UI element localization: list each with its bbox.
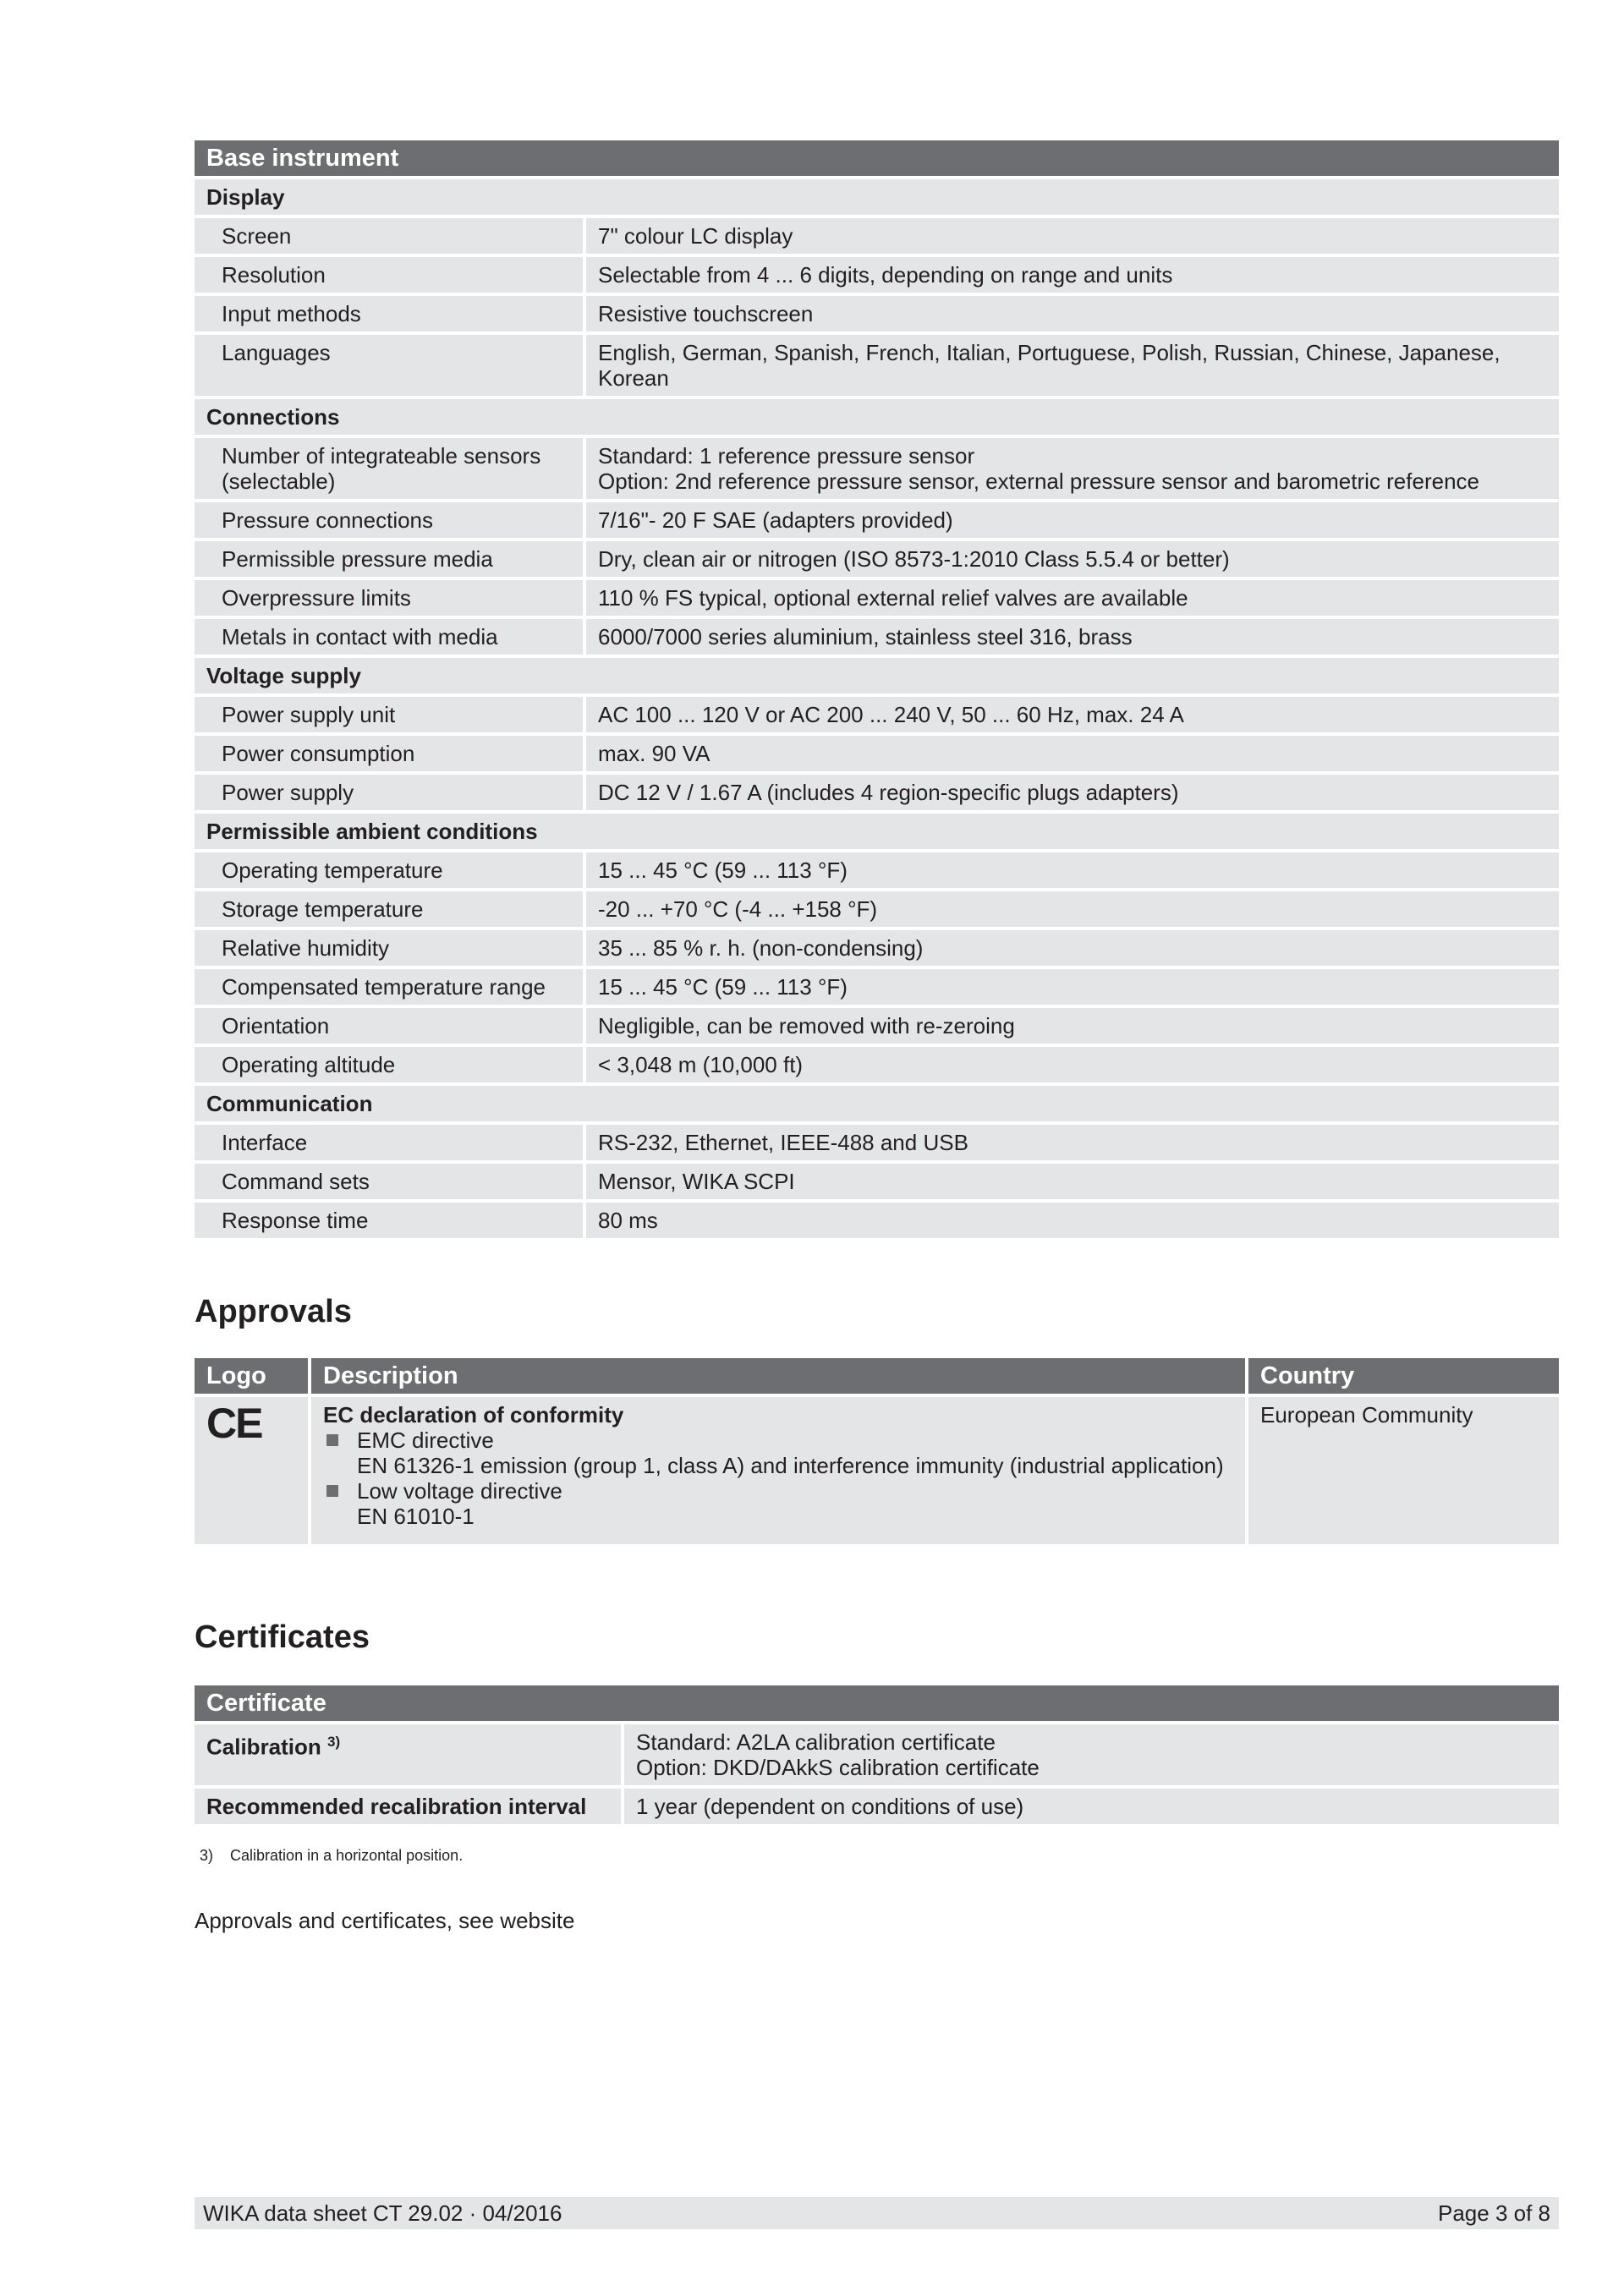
table-row: [195, 1125, 1559, 1160]
row-value: Dry, clean air or nitrogen (ISO 8573-1:2010 Class 5.5.4 or better): [586, 541, 1559, 577]
table-row: [195, 1164, 1559, 1199]
page-footer: [195, 2197, 1559, 2229]
row-value: 1 year (dependent on conditions of use): [624, 1789, 1559, 1824]
section-title: Display: [195, 179, 1559, 215]
row-label: Metals in contact with media: [195, 619, 586, 655]
row-label: Orientation: [195, 1008, 586, 1044]
row-value: AC 100 ... 120 V or AC 200 ... 240 V, 50 ... 60 Hz, max. 24 A: [586, 697, 1559, 732]
footnote-number: 3): [200, 1847, 214, 1864]
table-row: [195, 619, 1559, 655]
col-description: Description: [311, 1358, 1248, 1394]
table-row: [195, 335, 1559, 396]
website-note: Approvals and certificates, see website: [195, 1908, 575, 1933]
row-value: 15 ... 45 °C (59 ... 113 °F): [586, 969, 1559, 1005]
certificates-table: [195, 1682, 1559, 1827]
row-label: Relative humidity: [195, 930, 586, 966]
row-value: 7/16"- 20 F SAE (adapters provided): [586, 502, 1559, 538]
section-row: [195, 399, 1559, 435]
table-row: [195, 852, 1559, 888]
base-instrument-table: [195, 137, 1559, 1241]
row-value: RS-232, Ethernet, IEEE-488 and USB: [586, 1125, 1559, 1160]
page-number: Page 3 of 8: [1438, 2200, 1550, 2226]
row-label: Operating altitude: [195, 1047, 586, 1082]
row-value: 15 ... 45 °C (59 ... 113 °F): [586, 852, 1559, 888]
approvals-table: [195, 1355, 1559, 1548]
row-value: Selectable from 4 ... 6 digits, depending on range and units: [586, 257, 1559, 293]
row-label: Languages: [195, 335, 586, 396]
row-value: 80 ms: [586, 1203, 1559, 1238]
row-label: Interface: [195, 1125, 586, 1160]
table-row: [195, 502, 1559, 538]
row-value: English, German, Spanish, French, Italian, Portuguese, Polish, Russian, Chinese, Japanese, Korean: [586, 335, 1559, 396]
row-label: Screen: [195, 218, 586, 254]
row-label: Command sets: [195, 1164, 586, 1199]
table-row: [195, 1008, 1559, 1044]
table-row: [195, 775, 1559, 810]
directive-label: EMC directive: [357, 1427, 494, 1453]
ce-logo: CE: [206, 1400, 262, 1447]
section-title: Voltage supply: [195, 658, 1559, 693]
section-row: [195, 658, 1559, 693]
table-row: [195, 580, 1559, 616]
section-title: Permissible ambient conditions: [195, 814, 1559, 849]
row-label: Permissible pressure media: [195, 541, 586, 577]
row-label: Number of integrateable sensors (selectable): [195, 438, 586, 499]
desc-title: EC declaration of conformity: [323, 1402, 624, 1427]
section-row: [195, 1086, 1559, 1121]
table-row: [195, 969, 1559, 1005]
table-row: [195, 697, 1559, 732]
row-label: Operating temperature: [195, 852, 586, 888]
table-row: [195, 438, 1559, 499]
table-row: [195, 1789, 1559, 1824]
row-value: 110 % FS typical, optional external relief valves are available: [586, 580, 1559, 616]
row-label: Resolution: [195, 257, 586, 293]
row-value: DC 12 V / 1.67 A (includes 4 region-specific plugs adapters): [586, 775, 1559, 810]
row-label: Power consumption: [195, 736, 586, 771]
footnote: [200, 1847, 1564, 1865]
row-label: Storage temperature: [195, 891, 586, 927]
footnote-text: Calibration in a horizontal position.: [230, 1847, 464, 1864]
row-label: Response time: [195, 1203, 586, 1238]
table-row: [195, 930, 1559, 966]
directive-label: Low voltage directive: [357, 1478, 562, 1504]
row-label: Power supply: [195, 775, 586, 810]
section-row: [195, 814, 1559, 849]
section-title: Communication: [195, 1086, 1559, 1121]
approvals-heading: Approvals: [195, 1294, 352, 1329]
row-value: Standard: A2LA calibration certificate Option: DKD/DAkkS calibration certificate: [624, 1724, 1559, 1785]
certificates-heading: Certificates: [195, 1619, 370, 1655]
row-value: Resistive touchscreen: [586, 296, 1559, 332]
table-row: [195, 1203, 1559, 1238]
table-header: Base instrument: [195, 140, 1559, 176]
section-row: [195, 179, 1559, 215]
row-value: Mensor, WIKA SCPI: [586, 1164, 1559, 1199]
row-value: < 3,048 m (10,000 ft): [586, 1047, 1559, 1082]
col-certificate: Certificate: [195, 1685, 1559, 1721]
table-row: [195, 736, 1559, 771]
row-label: Recommended recalibration interval: [195, 1789, 624, 1824]
row-label: Pressure connections: [195, 502, 586, 538]
table-row: [195, 1724, 1559, 1785]
row-value: Negligible, can be removed with re-zeroing: [586, 1008, 1559, 1044]
directive-detail: EN 61010-1: [357, 1504, 475, 1529]
footer-doc-id: WIKA data sheet CT 29.02 · 04/2016: [203, 2200, 562, 2226]
bullet-icon: [326, 1434, 338, 1446]
directive-detail: EN 61326-1 emission (group 1, class A) and interference immunity (industrial application): [357, 1453, 1224, 1478]
row-value: 35 ... 85 % r. h. (non-condensing): [586, 930, 1559, 966]
section-title: Connections: [195, 399, 1559, 435]
row-value: max. 90 VA: [586, 736, 1559, 771]
table-row: [195, 541, 1559, 577]
table-row: [195, 1047, 1559, 1082]
row-label: Compensated temperature range: [195, 969, 586, 1005]
row-label: Input methods: [195, 296, 586, 332]
table-row: [195, 296, 1559, 332]
table-row: [195, 257, 1559, 293]
table-row: [195, 891, 1559, 927]
col-country: Country: [1248, 1358, 1559, 1394]
table-row: [195, 218, 1559, 254]
country: European Community: [1248, 1397, 1559, 1544]
row-label: Power supply unit: [195, 697, 586, 732]
row-label: Overpressure limits: [195, 580, 586, 616]
row-value: 6000/7000 series aluminium, stainless steel 316, brass: [586, 619, 1559, 655]
row-value: 7" colour LC display: [586, 218, 1559, 254]
row-value: -20 ... +70 °C (-4 ... +158 °F): [586, 891, 1559, 927]
row-value: Standard: 1 reference pressure sensor Option: 2nd reference pressure sensor, external pressure sensor and barometric reference: [586, 438, 1559, 499]
row-label: Calibration: [206, 1734, 321, 1760]
footnote-ref: 3): [327, 1734, 341, 1750]
col-logo: Logo: [195, 1358, 311, 1394]
table-row: [195, 1397, 1559, 1544]
bullet-icon: [326, 1485, 338, 1497]
